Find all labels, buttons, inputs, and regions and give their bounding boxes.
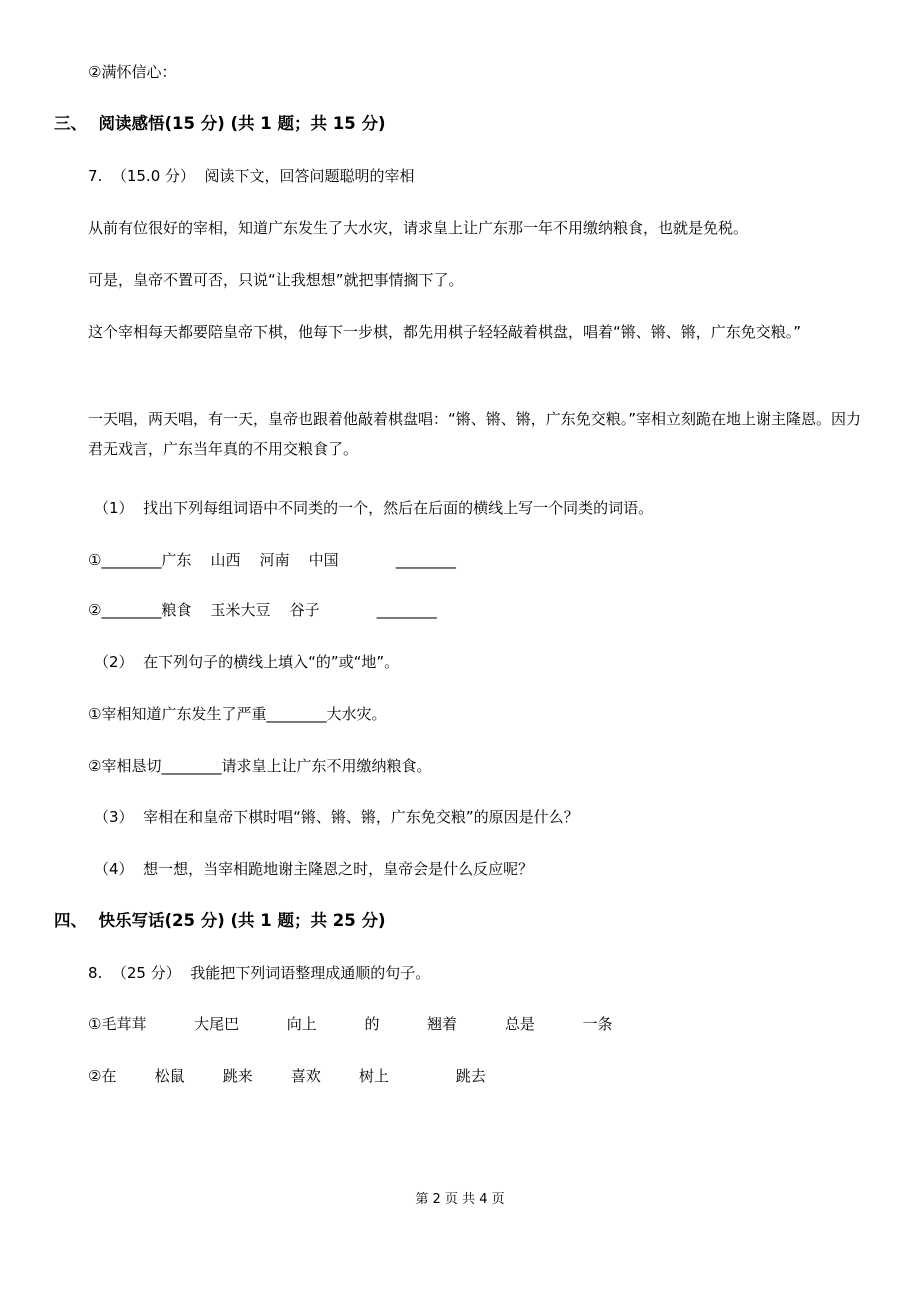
- sub-question-1-prompt: （1） 找出下列每组词语中不同类的一个，然后在后面的横线上写一个同类的词语。: [94, 499, 654, 517]
- sub-question-1-row-1: ①________广东 山西 河南 中国 ________: [88, 551, 456, 569]
- sub-question-2-row-2: ②宰相恳切________请求皇上让广东不用缴纳粮食。: [88, 757, 432, 775]
- item-2-label: ②满怀信心：: [88, 63, 177, 81]
- passage-paragraph-1: 从前有位很好的宰相，知道广东发生了大水灾，请求皇上让广东那一年不用缴纳粮食，也就是免税。: [88, 219, 749, 237]
- question-8-row-1: ①毛茸茸 大尾巴 向上 的 翘着 总是 一条: [88, 1015, 613, 1033]
- sub-question-2-row-1: ①宰相知道广东发生了严重________大水灾。: [88, 705, 387, 723]
- passage-paragraph-4: 一天唱，两天唱，有一天，皇帝也跟着他敲着棋盘唱：“锵、锵、锵，广东免交粮。”宰相立刻跪在地上谢主隆恩。因力君无戏言，广东当年真的不用交粮食了。: [88, 410, 862, 458]
- section-3-heading: 三、 阅读感悟(15 分) (共 1 题；共 15 分): [54, 114, 386, 133]
- passage-paragraph-3: 这个宰相每天都要陪皇帝下棋，他每下一步棋，都先用棋子轻轻敲着棋盘，唱着“锵、锵、锵，广东免交粮。”: [88, 323, 802, 341]
- section-4-heading: 四、 快乐写话(25 分) (共 1 题；共 25 分): [54, 911, 386, 930]
- page-number-footer: 第 2 页 共 4 页: [415, 1192, 505, 1207]
- sub-question-3-prompt: （3） 宰相在和皇帝下棋时唱“锵、锵、锵，广东免交粮”的原因是什么？: [94, 808, 579, 826]
- sub-question-4-prompt: （4） 想一想，当宰相跪地谢主隆恩之时，皇帝会是什么反应呢？: [94, 860, 534, 878]
- question-7-stem: 7. （15.0 分） 阅读下文，回答问题聪明的宰相: [88, 167, 415, 185]
- question-8-row-2: ②在 松鼠 跳来 喜欢 树上 跳去: [88, 1067, 486, 1085]
- passage-paragraph-2: 可是，皇帝不置可否，只说“让我想想”就把事情搁下了。: [88, 271, 464, 289]
- question-8-stem: 8. （25 分） 我能把下列词语整理成通顺的句子。: [88, 964, 431, 982]
- sub-question-2-prompt: （2） 在下列句子的横线上填入“的”或“地”。: [94, 653, 400, 671]
- sub-question-1-row-2: ②________粮食 玉米大豆 谷子 ________: [88, 601, 437, 619]
